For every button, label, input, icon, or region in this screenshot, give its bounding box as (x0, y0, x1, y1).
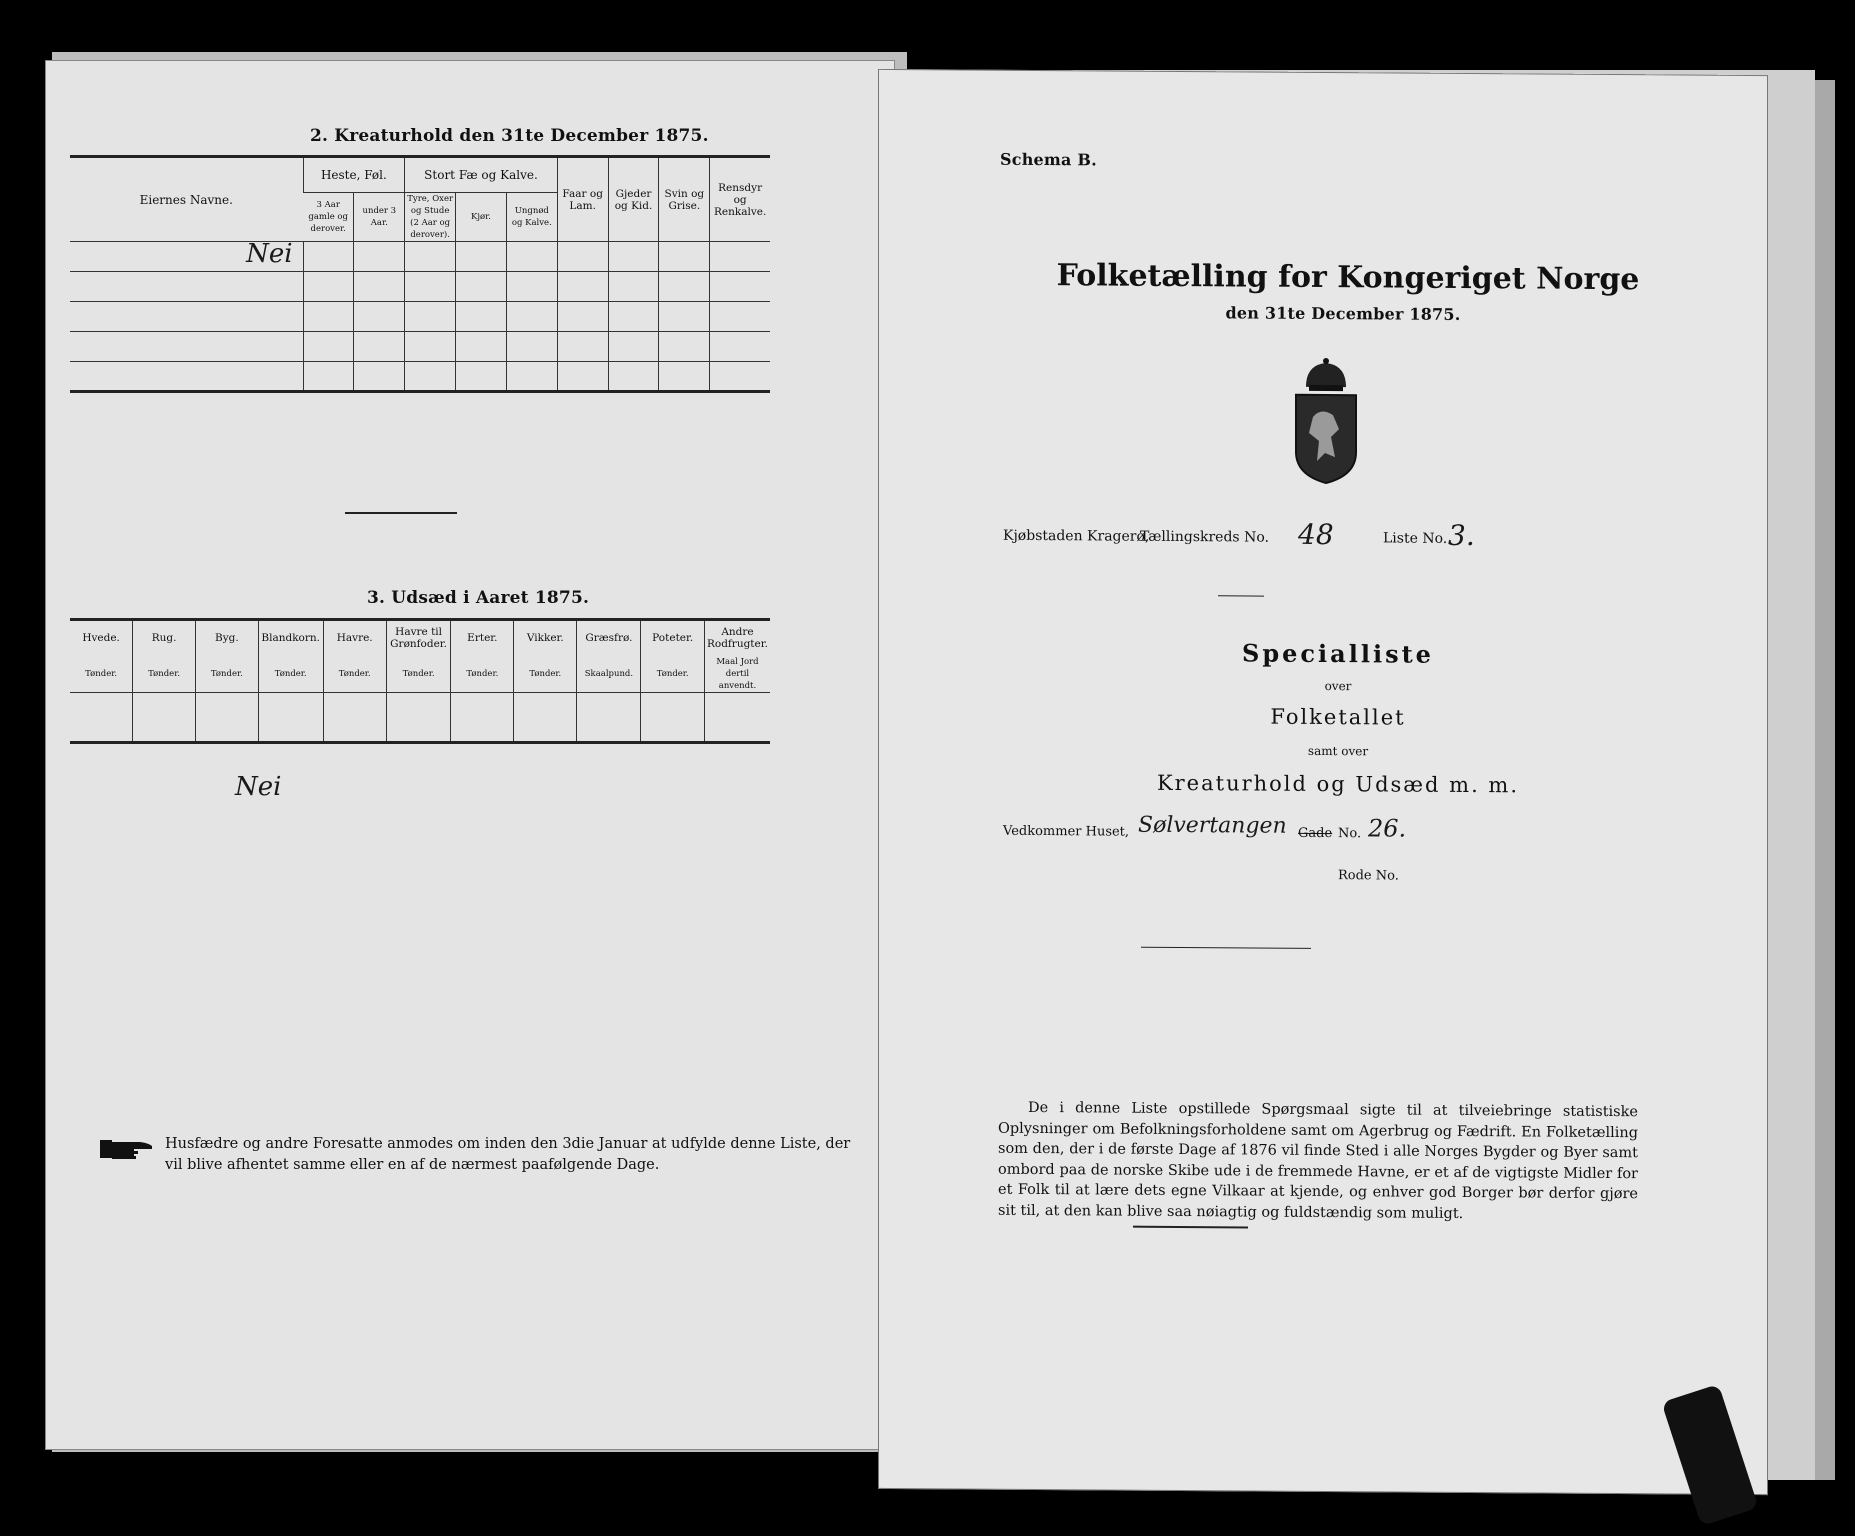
right-page (878, 69, 1768, 1495)
unit-byg: Tønder. (195, 656, 258, 693)
crop-rug: Rug. (133, 620, 196, 656)
unit-hvede: Tønder. (85, 668, 118, 679)
unit-havre-gronfoder: Tønder. (386, 656, 451, 693)
district-label: Tællingskreds No. (1140, 528, 1269, 546)
house-label: Vedkommer Huset, (1003, 823, 1130, 840)
census-subtitle: den 31te December 1875. (1225, 303, 1461, 324)
samt-over: samt over (1307, 743, 1369, 759)
cattle-header: Stort Fæ og Kalve. (405, 157, 558, 193)
sowing-table (70, 618, 770, 744)
unit-andre: Maal Jord dertil anvendt. (704, 656, 770, 693)
pigs-header: Svin og Grise. (659, 157, 710, 242)
coat-of-arms-icon (1281, 357, 1371, 486)
list-number: 3. (1448, 518, 1475, 553)
owner-header: Eiernes Navne. (70, 157, 303, 242)
pointing-hand-icon (100, 1137, 155, 1161)
schema-label: Schema B. (1000, 149, 1097, 170)
crop-blandkorn: Blandkorn. (258, 620, 323, 656)
table-row (70, 272, 770, 302)
crop-erter: Erter. (451, 620, 514, 656)
unit-havre: Tønder. (323, 656, 386, 693)
table-row (70, 692, 770, 742)
table-row (70, 302, 770, 332)
cattle-sub1: Tyre, Oxer og Stude (2 Aar og derover). (405, 193, 456, 242)
table-row (70, 242, 770, 272)
info-paragraph: De i denne Liste opstillede Spørgsmaal sigte til at tilveiebringe statistiske Oplysninger om Befolkningsforholdene samt om Agerbrug og Fædrift. En Folketælling som den, der i de første Dage af 1876 vil finde Sted i alle Norges Bygder og Byer samt ombord paa de norske Skibe ude i de fremmede Havne, er et af de vigtigste Midler for et Folk til at lære dets egne Vilkaar at kjende, og enhver god Borger bør derfor gjøre sit til, at den kan blive saa nøiagtig og fuldstændig som muligt. (998, 1099, 1638, 1222)
horses-header: Heste, Føl. (303, 157, 405, 193)
cattle-sub3: Ungnød og Kalve. (506, 193, 557, 242)
crop-andre: Andre Rodfrugter. (704, 620, 770, 656)
census-title: Folketælling for Kongeriget Norge (1056, 258, 1640, 298)
notice-text: Husfædre og andre Foresatte anmodes om inden den 3die Januar at udfylde denne Liste, der vil blive afhentet samme eller en af de nærmest paafølgende Dage. (165, 1136, 851, 1173)
sheep-header: Faar og Lam. (557, 157, 608, 242)
crop-havre: Havre. (323, 620, 386, 656)
town-label: Kjøbstaden Kragerø, (1003, 527, 1150, 545)
reindeer-header: Rensdyr og Renkalve. (710, 157, 770, 242)
over-1: over (1324, 679, 1352, 694)
folketallet: Folketallet (1270, 704, 1406, 730)
unit-graesfro: Skaalpund. (577, 656, 641, 693)
handwritten-nei: Nei (246, 239, 293, 269)
livestock-table (70, 155, 770, 393)
no-label: No. (1338, 826, 1362, 842)
unit-erter: Tønder. (451, 656, 514, 693)
district-number: 48 (1298, 517, 1334, 552)
unit-blandkorn: Tønder. (258, 656, 323, 693)
cattle-sub2: Kjør. (456, 193, 507, 242)
horses-sub1: 3 Aar gamle og derover. (303, 193, 354, 242)
crop-havre-gronfoder: Havre til Grønfoder. (386, 620, 451, 656)
divider (1141, 947, 1311, 949)
crop-byg: Byg. (195, 620, 258, 656)
gade-label: Gade (1298, 825, 1333, 842)
list-label: Liste No. (1383, 530, 1448, 547)
house-name: Sølvertangen (1138, 812, 1287, 839)
rode-label: Rode No. (1338, 868, 1399, 884)
divider (345, 512, 457, 514)
crop-graesfro: Græsfrø. (577, 620, 641, 656)
unit-vikker: Tønder. (514, 656, 577, 693)
left-page (45, 60, 895, 1450)
section2-title: 2. Kreaturhold den 31te December 1875. (310, 126, 709, 146)
house-number: 26. (1368, 814, 1407, 843)
handwritten-nei-2: Nei (235, 772, 282, 802)
divider (1133, 1226, 1248, 1229)
horses-sub2: under 3 Aar. (354, 193, 405, 242)
special-title: Specialliste (1242, 638, 1434, 669)
crop-hvede: Hvede. (70, 620, 133, 656)
section3-title: 3. Udsæd i Aaret 1875. (367, 588, 590, 608)
unit-rug: Tønder. (133, 656, 196, 693)
kreatur-line: Kreaturhold og Udsæd m. m. (1156, 770, 1520, 798)
divider (1218, 595, 1264, 596)
table-row (70, 362, 770, 392)
crop-vikker: Vikker. (514, 620, 577, 656)
unit-poteter: Tønder. (641, 656, 704, 693)
table-row (70, 332, 770, 362)
crop-poteter: Poteter. (641, 620, 704, 656)
goats-header: Gjeder og Kid. (608, 157, 659, 242)
